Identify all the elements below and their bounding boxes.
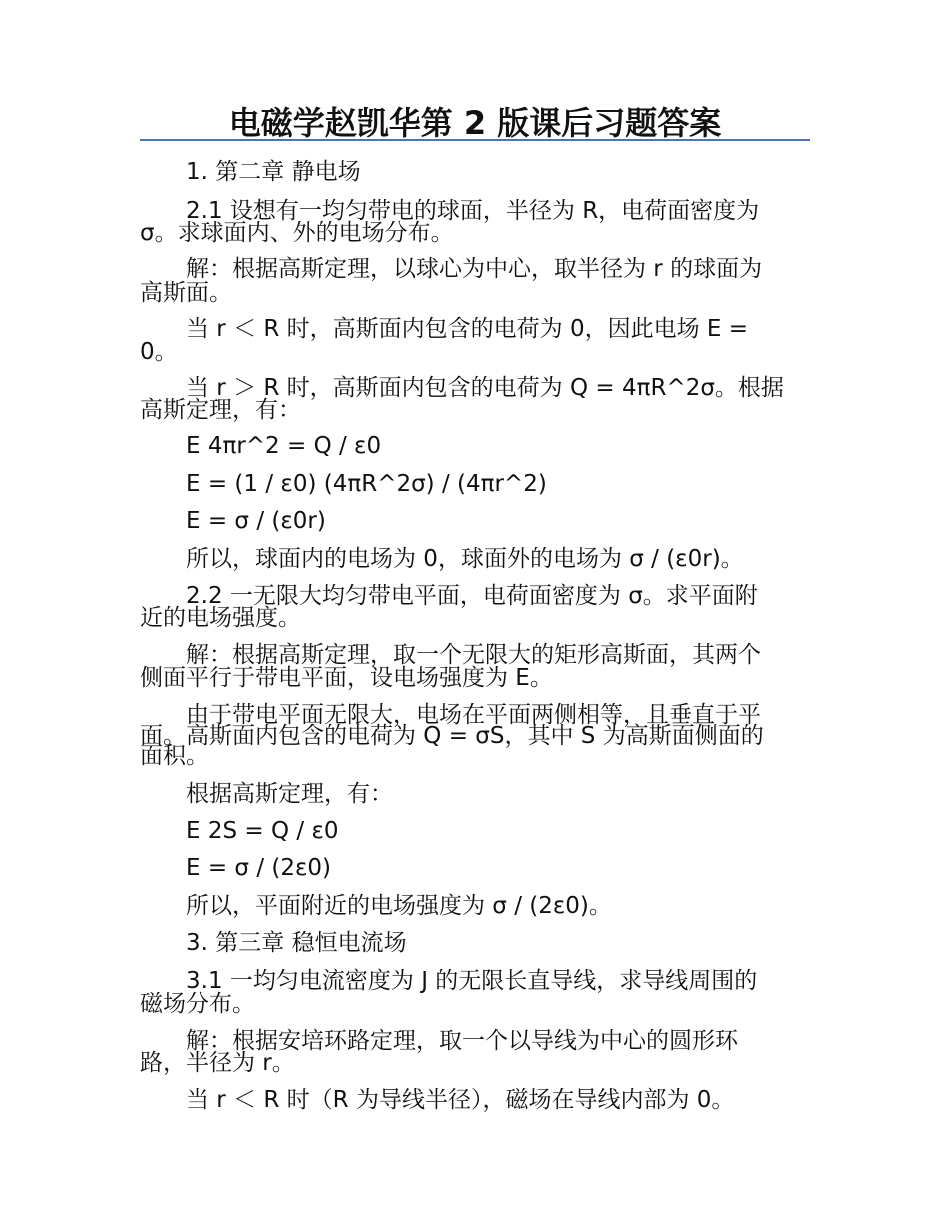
equation-line: E 4πr^2 = Q / ε0 [186,433,382,459]
solution-line: 高斯面。 [140,280,232,306]
solution-line: 0。 [140,339,178,365]
conclusion-line: 所以，平面附近的电场强度为 σ / (2ε0)。 [186,893,612,919]
solution-line: 当 r ＜ R 时（R 为导线半径），磁场在导线内部为 0。 [186,1087,735,1113]
solution-line: 解：根据安培环路定理，取一个以导线为中心的圆形环 [186,1028,738,1054]
problem-line: 2.2 一无限大均匀带电平面，电荷面密度为 σ。求平面附 [186,583,758,609]
equation-line: E = σ / (2ε0) [186,855,332,881]
problem-line: 磁场分布。 [140,991,255,1017]
solution-line: 面积。 [140,743,209,769]
title-underline [140,139,810,141]
solution-line: 路，半径为 r。 [140,1050,295,1076]
solution-line: 面。高斯面内包含的电荷为 Q = σS，其中 S 为高斯面侧面的 [140,723,764,749]
equation-line: E 2S = Q / ε0 [186,818,339,844]
solution-line: 由于带电平面无限大，电场在平面两侧相等，且垂直于平 [186,702,761,728]
chapter-heading: 3. 第三章 稳恒电流场 [186,930,407,956]
equation-line: E = (1 / ε0) (4πR^2σ) / (4πr^2) [186,471,547,497]
document-title: 电磁学赵凯华第 2 版课后习题答案 [228,104,722,142]
conclusion-line: 所以，球面内的电场为 0，球面外的电场为 σ / (ε0r)。 [186,546,744,572]
problem-line: 3.1 一均匀电流密度为 J 的无限长直导线，求导线周围的 [186,968,758,994]
solution-line: 解：根据高斯定理，以球心为中心，取半径为 r 的球面为 [186,256,763,282]
solution-line: 解：根据高斯定理，取一个无限大的矩形高斯面，其两个 [186,642,761,668]
problem-line: 2.1 设想有一均匀带电的球面，半径为 R，电荷面密度为 [186,198,760,224]
solution-line: 高斯定理，有： [140,397,301,423]
solution-line: 侧面平行于带电平面，设电场强度为 E。 [140,665,553,691]
equation-line: E = σ / (ε0r) [186,508,326,534]
solution-line: 当 r ＞ R 时，高斯面内包含的电荷为 Q = 4πR^2σ。根据 [186,375,784,401]
problem-line: σ。求球面内、外的电场分布。 [140,220,454,246]
solution-line: 根据高斯定理，有： [186,781,393,807]
problem-line: 近的电场强度。 [140,605,301,631]
chapter-heading: 1. 第二章 静电场 [186,159,361,185]
solution-line: 当 r ＜ R 时，高斯面内包含的电荷为 0，因此电场 E = [186,316,749,342]
